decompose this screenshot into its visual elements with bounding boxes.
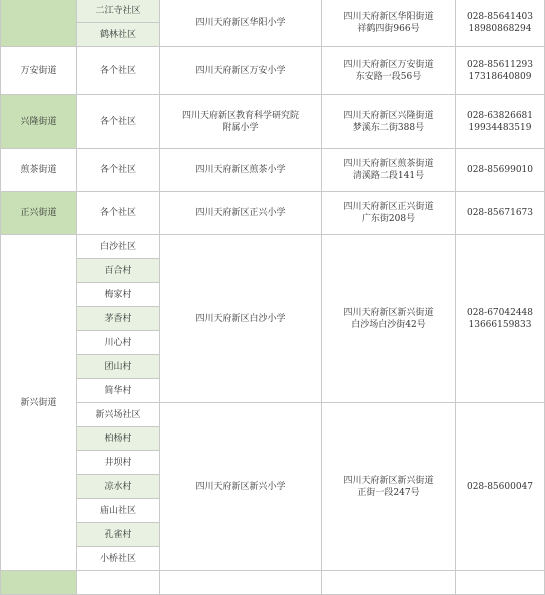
community-cell-line: 各个社区	[99, 116, 136, 127]
community-cell	[77, 149, 160, 192]
street-cell	[1, 95, 77, 149]
street-cell	[1, 47, 77, 95]
empty-cell	[322, 571, 456, 595]
street-cell-line: 正兴街道	[20, 208, 57, 218]
school-cell-line: 四川天府新区万安小学	[195, 65, 286, 76]
community-cell-line: 柏杨村	[104, 433, 132, 444]
community-cell	[77, 547, 160, 571]
table-row	[1, 149, 545, 192]
school-cell	[160, 0, 322, 47]
school-cell	[160, 403, 322, 571]
empty-cell	[456, 571, 545, 595]
street-cell	[1, 235, 77, 571]
school-cell-line: 四川天府新区煎茶小学	[195, 165, 286, 175]
community-cell-line: 简华村	[104, 385, 132, 396]
phone-cell-line: 13666159833	[468, 319, 532, 330]
phone-cell-line: 028-85699010	[466, 165, 534, 175]
community-cell	[77, 331, 160, 355]
community-cell-line: 鹤林社区	[99, 29, 136, 40]
community-cell	[77, 95, 160, 149]
address-cell	[322, 149, 456, 192]
community-cell-line: 川心村	[104, 337, 132, 348]
address-cell	[322, 47, 456, 95]
table-body	[1, 0, 545, 595]
address-cell-line: 清溪路二段141号	[352, 171, 425, 181]
address-cell-line: 广东街208号	[361, 214, 416, 224]
school-cell	[160, 47, 322, 95]
phone-cell-line: 028-85671673	[466, 208, 534, 218]
table-row	[1, 571, 545, 595]
community-cell-line: 团山村	[104, 361, 132, 372]
phone-cell-line: 028-85600047	[466, 481, 534, 492]
community-cell	[77, 307, 160, 331]
phone-cell-line: 17318640809	[468, 71, 532, 82]
address-cell-line: 四川天府新区新兴街道	[343, 307, 434, 318]
address-cell-line: 白沙场白沙街42号	[351, 319, 426, 330]
table-row	[1, 47, 545, 95]
community-cell-line: 凉水村	[104, 481, 132, 492]
phone-cell-line: 19934483519	[468, 122, 532, 133]
community-cell	[77, 235, 160, 259]
phone-cell-line: 028-67042448	[466, 307, 534, 318]
address-cell	[322, 192, 456, 235]
phone-cell-line: 028-63826681	[466, 110, 534, 121]
school-cell	[160, 95, 322, 149]
address-cell-line: 四川天府新区华阳街道	[343, 11, 434, 22]
school-cell	[160, 149, 322, 192]
table-row	[1, 95, 545, 149]
phone-cell-line: 18980868294	[468, 23, 532, 34]
community-cell	[77, 192, 160, 235]
table-row	[1, 192, 545, 235]
community-cell	[77, 355, 160, 379]
community-cell-line: 井坝村	[104, 457, 132, 468]
phone-cell	[456, 0, 545, 47]
school-cell-line: 四川天府新区新兴小学	[195, 481, 286, 492]
school-cell-line: 四川天府新区教育科学研究院	[181, 110, 299, 121]
community-cell	[77, 47, 160, 95]
community-cell-line: 小桥社区	[99, 553, 136, 564]
table-row	[1, 403, 545, 427]
community-cell-line: 各个社区	[99, 208, 136, 218]
street-cell	[1, 0, 77, 47]
community-cell	[77, 475, 160, 499]
address-cell	[322, 95, 456, 149]
community-cell-line: 新兴场社区	[95, 409, 141, 420]
empty-cell	[77, 571, 160, 595]
community-cell	[77, 0, 160, 23]
street-cell-line: 兴隆街道	[20, 116, 57, 127]
phone-cell	[456, 192, 545, 235]
community-cell	[77, 451, 160, 475]
community-cell-line: 梅家村	[104, 289, 132, 300]
community-cell-line: 白沙社区	[99, 241, 136, 252]
address-cell-line: 四川天府新区煎茶街道	[343, 159, 434, 169]
community-cell-line: 茅香村	[104, 313, 132, 324]
street-cell-line: 万安街道	[20, 65, 57, 76]
school-cell-line: 四川天府新区白沙小学	[195, 313, 286, 324]
phone-cell-line: 028-85611293	[466, 59, 534, 70]
empty-cell	[160, 571, 322, 595]
address-cell-line: 四川天府新区正兴街道	[343, 202, 434, 212]
street-cell-line: 新兴街道	[20, 397, 57, 408]
community-cell	[77, 403, 160, 427]
table-row	[1, 235, 545, 259]
phone-cell	[456, 235, 545, 403]
community-cell	[77, 523, 160, 547]
address-cell-line: 正街一段247号	[357, 487, 420, 498]
community-cell-line: 各个社区	[99, 65, 136, 76]
school-cell	[160, 192, 322, 235]
address-cell-line: 四川天府新区新兴街道	[343, 475, 434, 486]
phone-cell	[456, 403, 545, 571]
school-cell-line: 四川天府新区华阳小学	[195, 17, 286, 28]
address-cell-line: 梦溪东二街388号	[352, 122, 425, 133]
address-cell-line: 四川天府新区兴隆街道	[343, 110, 434, 121]
community-cell	[77, 427, 160, 451]
community-cell	[77, 283, 160, 307]
address-cell	[322, 403, 456, 571]
community-cell-line: 庙山社区	[99, 505, 136, 516]
community-cell	[77, 23, 160, 47]
school-cell-line: 附属小学	[222, 122, 259, 133]
community-cell-line: 百合村	[104, 265, 132, 276]
street-cell	[1, 192, 77, 235]
community-cell	[77, 259, 160, 283]
community-cell	[77, 499, 160, 523]
street-cell-line: 煎茶街道	[20, 165, 57, 175]
community-cell-line: 各个社区	[99, 165, 136, 175]
community-cell	[77, 379, 160, 403]
school-cell	[160, 235, 322, 403]
phone-cell	[456, 149, 545, 192]
phone-cell-line: 028-85641403	[466, 11, 534, 22]
community-cell-line: 孔雀村	[104, 529, 132, 540]
school-cell-line: 四川天府新区正兴小学	[195, 208, 286, 218]
address-cell	[322, 235, 456, 403]
phone-cell	[456, 47, 545, 95]
address-cell	[322, 0, 456, 47]
address-cell-line: 东安路一段56号	[355, 71, 422, 82]
table-row	[1, 0, 545, 23]
empty-cell	[1, 571, 77, 595]
street-cell	[1, 149, 77, 192]
address-cell-line: 四川天府新区万安街道	[343, 59, 434, 70]
community-cell-line: 二江寺社区	[95, 5, 141, 16]
address-cell-line: 祥鹤四街966号	[357, 23, 420, 34]
phone-cell	[456, 95, 545, 149]
